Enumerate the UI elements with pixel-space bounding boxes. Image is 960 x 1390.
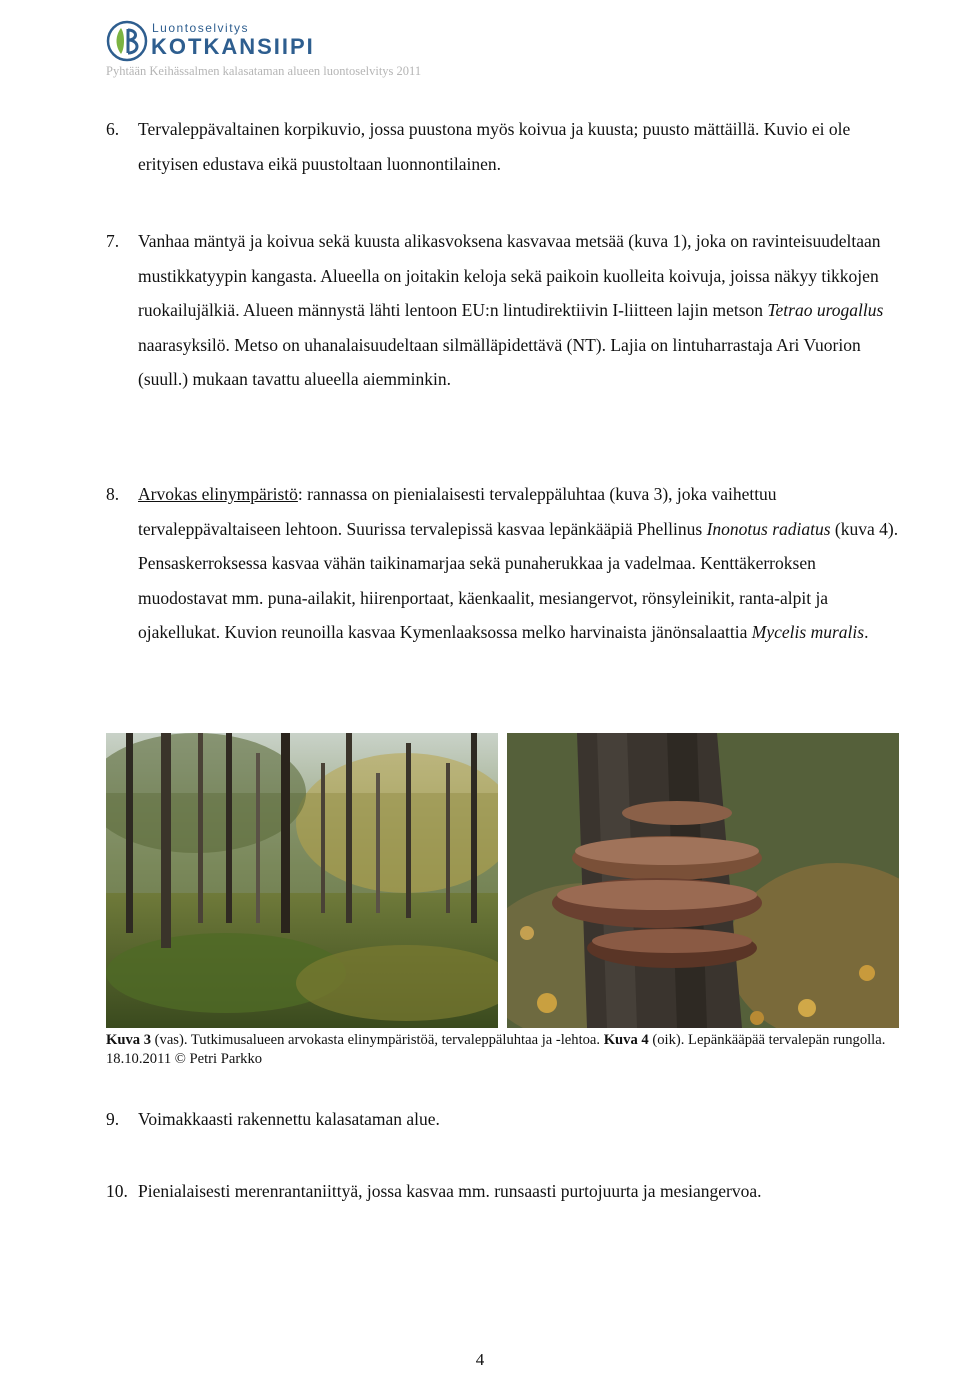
photo-bracket-fungus <box>507 733 899 1028</box>
item-number: 6. <box>106 119 120 139</box>
item-text: Voimakkaasti rakennettu kalasataman alue. <box>138 1109 440 1129</box>
species-name: Tetrao urogallus <box>767 300 884 321</box>
item-number: 8. <box>106 484 120 504</box>
item-text: Arvokas elinympäristö: rannassa on pienialaisesti tervaleppäluhtaa (kuva 3), joka vaihettuu tervaleppävaltaiseen lehtoon. Suurissa tervalepissä kasvaa lepänkääpiä Phellinus Inonotus radiatus (kuva 4). Pensaskerroksessa kasvaa vähän taikinamarjaa sekä punaherukkaa ja vadelmaa. Kenttäkerroksen muodostavat mm. puna-ailakit, hiirenportaat, käenkaalit, mesiangervot, rönsyleinikit, ranta-alpit ja ojakellukat. Kuvion reunoilla kasvaa Kymenlaaksossa melko harvinaista jänönsalaattia Mycelis muralis. <box>138 484 899 643</box>
item-number: 10. <box>106 1181 128 1201</box>
page-header <box>106 18 866 80</box>
item-text: Tervaleppävaltainen korpikuvio, jossa puustona myös koivua ja kuusta; puusto mättäillä. Kuvio ei ole erityisen edustava eikä puustoltaan luonnontilainen. <box>138 119 851 174</box>
list-item-10 <box>106 1174 906 1209</box>
list-item-9 <box>106 1102 906 1137</box>
list-item-7 <box>106 224 906 397</box>
item-text: Vanhaa mäntyä ja koivua sekä kuusta alikasvoksena kasvavaa metsää (kuva 1), joka on ravinteisuudeltaan mustikkatyypin kangasta. Alueella on joitakin keloja sekä paikoin kuolleita koivuja, joissa näkyy tikkojen ruokailujälkiä. Alueen männystä lähti lentoon EU:n lintudirektiivin I-liitteen lajin metson Tetrao urogallus naarasyksilö. Metso on uhanalaisuudeltaan silmälläpidettävä (NT). Lajia on lintuharrastaja Ari Vuorion (suull.) mukaan tavattu alueella aiemminkin. <box>138 231 884 390</box>
kotkansiipi-logo-icon <box>106 20 148 62</box>
item-number: 9. <box>106 1109 120 1129</box>
underlined-term: Arvokas elinympäristö <box>138 484 298 504</box>
list-item-6 <box>106 112 906 181</box>
photo-alder-grove <box>106 733 498 1028</box>
page-number: 4 <box>475 1350 485 1369</box>
species-name: Mycelis muralis <box>751 622 865 643</box>
item-text: Pienialaisesti merenrantaniittyä, jossa kasvaa mm. runsaasti purtojuurta ja mesiangervoa. <box>138 1181 762 1201</box>
brand-name: KOTKANSIIPI <box>151 34 315 59</box>
photo-caption: Kuva 3 (vas). Tutkimusalueen arvokasta elinympäristöä, tervaleppäluhtaa ja -lehtoa. Kuva 4 (oik). Lepänkääpää tervalepän rungolla. 18.10.2011 © Petri Parkko <box>106 1032 886 1067</box>
list-item-8 <box>106 477 906 650</box>
brand-tagline: Luontoselvitys <box>152 21 250 35</box>
species-name: Inonotus radiatus <box>706 518 831 539</box>
item-number: 7. <box>106 231 120 251</box>
document-subtitle: Pyhtään Keihässalmen kalasataman alueen luontoselvitys 2011 <box>106 64 422 78</box>
